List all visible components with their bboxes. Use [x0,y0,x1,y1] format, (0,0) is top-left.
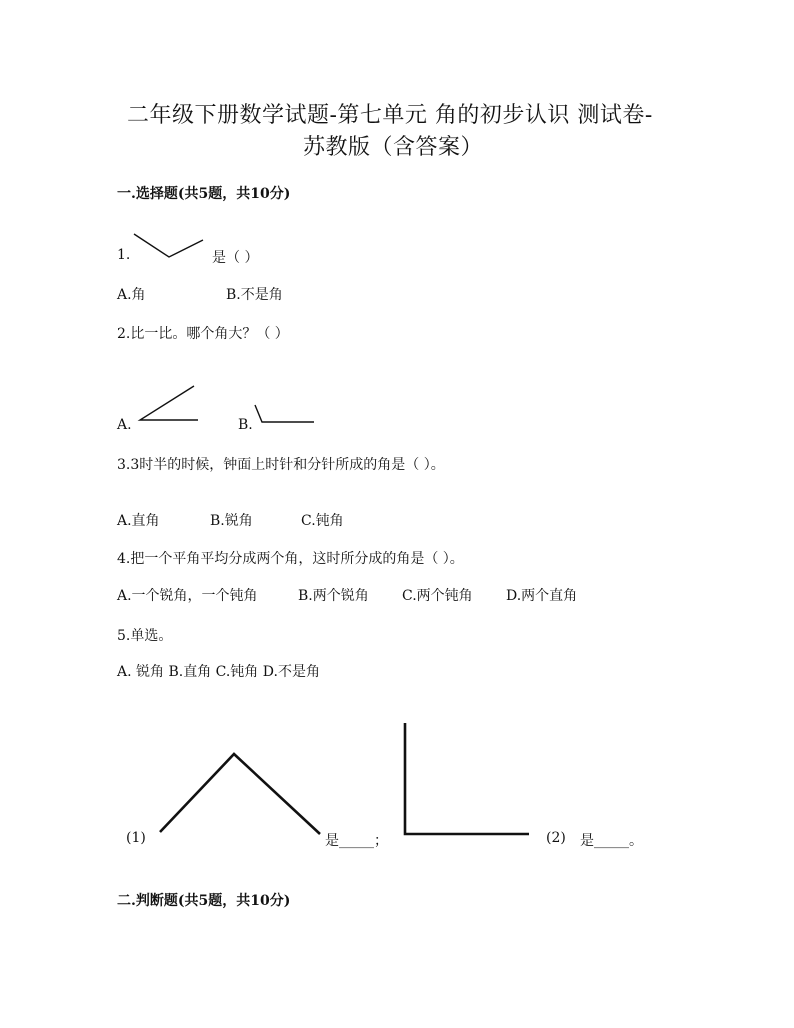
section-heading-choice: 一.选择题(共5题，共10分) [117,186,291,202]
question-4-option-c: C.两个钝角 [402,588,473,604]
question-4-option-b: B.两个锐角 [298,588,369,604]
question-4-option-a: A.一个锐角，一个钝角 [117,588,258,604]
question-5-stem: 5.单选。 [117,628,173,644]
angle-figure-q5-1 [160,754,320,834]
question-5-options: A. 锐角 B.直角 C.钝角 D.不是角 [117,664,320,680]
question-1-option-b: B.不是角 [226,287,283,303]
question-5-label-2: (2) [546,830,566,846]
question-1-stem: 是（ ） [212,250,259,266]
angle-figure-q2-a [140,386,198,420]
question-1-number: 1. [117,247,131,263]
angle-figure-q1 [134,234,203,257]
question-2-label-b: B. [238,417,253,433]
angle-figure-q2-b [255,405,314,422]
question-2-label-a: A. [117,417,132,433]
question-1-option-a: A.角 [117,287,146,303]
question-2-figure-a [138,384,200,424]
angle-figure-q5-2 [405,723,529,834]
question-2-stem: 2.比一比。哪个角大？（ ） [117,326,289,342]
question-3-option-c: C.钝角 [301,513,344,529]
question-4-option-d: D.两个直角 [506,588,578,604]
question-5-blank-2: 是_____。 [580,833,643,849]
question-5-blank-1: 是_____； [325,833,388,849]
question-5-figure-1 [158,752,324,836]
question-5-label-1: (1) [126,830,146,846]
page-title-line-1: 二年级下册数学试题-第七单元 角的初步认识 测试卷- [127,103,653,128]
page-title-line-2: 苏教版（含答案） [303,135,484,160]
question-3-option-a: A.直角 [117,513,160,529]
question-3-stem: 3.3时半的时候，钟面上时针和分针所成的角是（ ）。 [117,457,445,473]
section-heading-judgement: 二.判断题(共5题，共10分) [117,893,291,909]
question-3-option-b: B.锐角 [210,513,253,529]
question-4-stem: 4.把一个平角平均分成两个角，这时所分成的角是（ ）。 [117,551,464,567]
question-1-figure [133,232,205,260]
question-2-figure-b [252,403,316,425]
question-5-figure-2 [403,722,531,838]
